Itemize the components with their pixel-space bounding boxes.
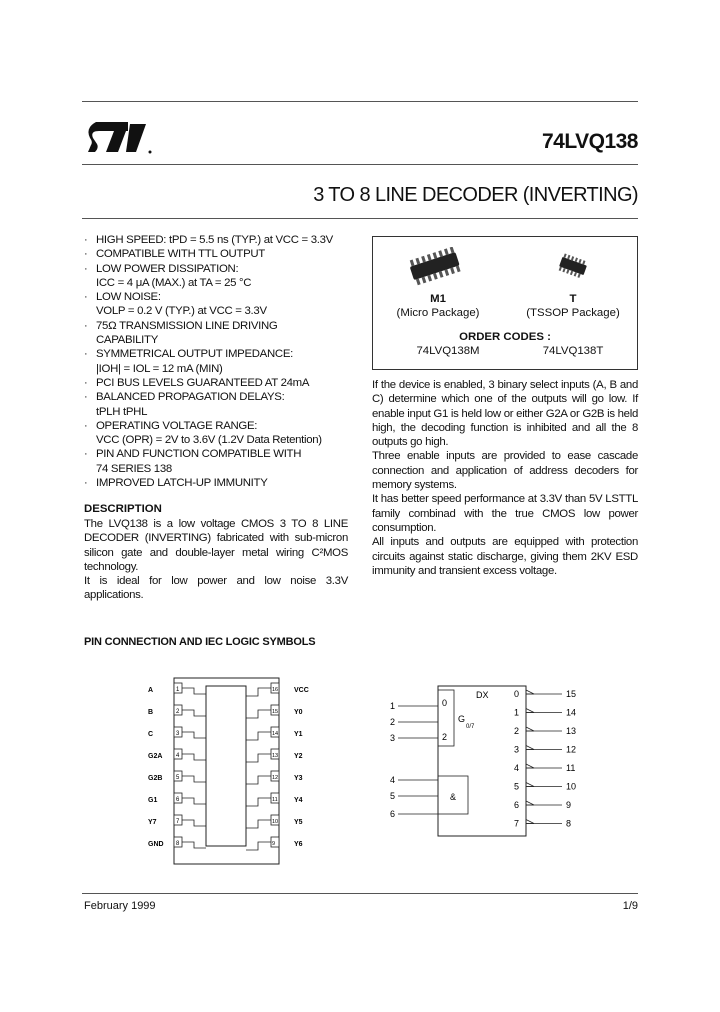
iec-range-label: 0/7: [466, 724, 475, 730]
pin-label-left: A: [148, 687, 154, 694]
pin-number-right: 15: [272, 709, 279, 715]
top-rule: [82, 101, 638, 102]
feature-item: [84, 376, 364, 390]
feature-item: [84, 247, 364, 261]
decoder-chip-body: [206, 686, 246, 846]
pin-label-left: G2B: [148, 775, 163, 782]
feature-item: [84, 390, 364, 419]
feature-text: · 75Ω TRANSMISSION LINE DRIVING: [96, 319, 278, 332]
description-paragraph: Three enable inputs are provided to ease cascade connection and application of address decoders for memory systems.: [372, 450, 638, 492]
pin-wire-right: [246, 732, 271, 740]
pin-label-right: VCC: [294, 687, 309, 694]
iec-output-internal: 7: [514, 818, 520, 829]
iec-select-input-number: 3: [390, 733, 396, 743]
pin-number-left: 1: [176, 687, 180, 693]
iec-enable-input-number: 5: [390, 791, 396, 801]
feature-item: [84, 447, 364, 476]
feature-item: [84, 419, 364, 448]
iec-output-internal: 6: [514, 800, 520, 810]
pin-number-right: 14: [272, 731, 279, 737]
feature-text: · IMPROVED LATCH-UP IMMUNITY: [96, 477, 268, 490]
feature-text: VOLP = 0.2 V (TYP.) at VCC = 3.3V: [96, 305, 267, 318]
feature-item: [84, 233, 364, 247]
pin-label-right: Y4: [294, 797, 303, 804]
t-package-name: (TSSOP Package): [526, 307, 620, 319]
iec-output-internal: 3: [514, 744, 520, 755]
pin-number-left: 4: [176, 753, 180, 759]
feature-item: [84, 476, 364, 490]
iec-select-input-number: 2: [390, 717, 396, 727]
pin-number-right: 12: [272, 775, 279, 781]
pin-number-right: 9: [272, 841, 276, 847]
package-box: [372, 236, 638, 370]
iec-and-label: &: [450, 792, 457, 802]
iec-outer-box: [438, 686, 526, 836]
pin-wire-left: [182, 688, 206, 694]
iec-output-bubble: [526, 746, 534, 750]
feature-text: · PIN AND FUNCTION COMPATIBLE WITH: [96, 448, 302, 461]
iec-output-bubble: [526, 783, 534, 787]
iec-g-label: G: [458, 714, 466, 724]
feature-item: [84, 347, 364, 376]
pin-label-left: C: [148, 731, 154, 738]
iec-output-pin-number: 12: [566, 744, 577, 755]
pin-wire-left: [182, 798, 206, 804]
pin-label-right: Y2: [294, 753, 303, 760]
feature-text: tPLH tPHL: [96, 405, 148, 418]
order-codes-heading: ORDER CODES :: [459, 331, 551, 343]
description-paragraph: If the device is enabled, 3 binary select inputs (A, B and C) determine which one of the outputs will go low. If enable input G1 is held low or either G2A or G2B is held high, the decoding function is inhibited and all the 8 outputs go high.: [372, 379, 638, 449]
description-paragraph: It has better speed performance at 3.3V than 5V LSTTL family combinad with the true CMOS low power consumption.: [372, 493, 638, 534]
iec-output-pin-number: 8: [566, 818, 572, 829]
pin-number-right: 10: [272, 819, 279, 825]
description-paragraph: It is ideal for low power and low noise 3.3V applications.: [84, 575, 348, 602]
feature-item: [84, 319, 364, 348]
feature-text: VCC (OPR) = 2V to 3.6V (1.2V Data Retention): [96, 434, 322, 447]
iec-output-bubble: [526, 801, 534, 805]
st-logo-icon: [88, 116, 160, 158]
description-left: [84, 517, 348, 603]
pin-wire-left: [182, 754, 206, 760]
iec-output-internal: 0: [514, 689, 520, 699]
iec-select-input-number: 1: [390, 701, 396, 711]
feature-text: · SYMMETRICAL OUTPUT IMPEDANCE:: [96, 348, 293, 361]
feature-text: · COMPATIBLE WITH TTL OUTPUT: [96, 248, 265, 261]
pin-wire-right: [246, 776, 271, 784]
iec-output-internal: 2: [514, 726, 520, 736]
pin-label-left: G2A: [148, 753, 163, 760]
iec-logic-symbol: [380, 672, 600, 862]
dip-package-outline: [174, 678, 279, 864]
pin-label-left: B: [148, 709, 154, 716]
feature-text: · LOW POWER DISSIPATION:: [96, 262, 239, 275]
pin-label-left: GND: [148, 841, 164, 848]
pin-number-left: 5: [176, 775, 180, 781]
title-rule: [82, 164, 638, 165]
iec-output-bubble: [526, 727, 534, 731]
pin-connection-diagram: [140, 672, 330, 877]
pin-number-right: 11: [272, 797, 278, 803]
pin-wire-left: [182, 776, 206, 782]
iec-enable-input-number: 6: [390, 809, 396, 819]
so16-package-icon: [405, 247, 465, 287]
pin-wire-left: [182, 732, 206, 738]
pin-label-right: Y3: [294, 775, 303, 782]
tssop-package-icon: [555, 253, 591, 279]
order-code-m: 74LVQ138M: [416, 345, 480, 357]
iec-output-bubble: [526, 690, 534, 694]
pin-wire-left: [182, 842, 206, 848]
pin-label-right: Y1: [294, 731, 303, 738]
feature-text: · OPERATING VOLTAGE RANGE:: [96, 419, 258, 432]
iec-internal-label: 2: [442, 732, 448, 742]
feature-text: |IOH| = IOL = 12 mA (MIN): [96, 362, 223, 375]
iec-output-internal: 4: [514, 763, 520, 773]
feature-text: · HIGH SPEED: tPD = 5.5 ns (TYP.) at VCC = 3.3V: [96, 234, 333, 246]
description-paragraph: The LVQ138 is a low voltage CMOS 3 TO 8 LINE DECODER (INVERTING) fabricated with sub-micron silicon gate and double-layer metal wiring C²MOS technology.: [84, 518, 348, 573]
description-paragraph: All inputs and outputs are equipped with protection circuits against static discharge, giving them 2KV ESD immunity and transient excess voltage.: [372, 536, 638, 577]
pin-wire-right: [246, 754, 271, 762]
pin-wire-right: [246, 688, 271, 696]
iec-output-pin-number: 11: [566, 763, 576, 773]
pin-wire-left: [182, 710, 206, 716]
pin-label-right: Y5: [294, 819, 303, 826]
pin-label-right: Y6: [294, 841, 303, 848]
description-right: [372, 378, 638, 578]
iec-enable-input-number: 4: [390, 775, 396, 785]
m1-package-code: M1: [430, 293, 446, 305]
feature-item: [84, 262, 364, 291]
feature-text: · PCI BUS LEVELS GUARANTEED AT 24mA: [96, 376, 310, 389]
iec-output-bubble: [526, 764, 534, 768]
iec-output-pin-number: 10: [566, 781, 577, 792]
pin-wire-right: [246, 820, 271, 828]
feature-text: 74 SERIES 138: [96, 462, 172, 475]
title-bottom-rule: [82, 218, 638, 219]
pin-section-heading: PIN CONNECTION AND IEC LOGIC SYMBOLS: [84, 636, 316, 648]
pin-number-left: 7: [176, 819, 180, 825]
iec-output-internal: 1: [514, 707, 520, 718]
iec-output-bubble: [526, 709, 534, 713]
iec-internal-label: 0: [442, 698, 448, 708]
pin-number-left: 3: [176, 731, 180, 737]
footer-date: February 1999: [84, 900, 156, 912]
iec-title: DX: [476, 690, 489, 700]
m1-package-name: (Micro Package): [396, 307, 480, 319]
pin-label-right: Y0: [294, 709, 303, 716]
iec-output-bubble: [526, 820, 534, 824]
features-list: [84, 233, 364, 490]
iec-output-pin-number: 14: [566, 707, 577, 718]
description-heading: DESCRIPTION: [84, 503, 162, 515]
feature-text: · BALANCED PROPAGATION DELAYS:: [96, 391, 285, 404]
feature-item: [84, 290, 364, 319]
document-title: 3 TO 8 LINE DECODER (INVERTING): [313, 184, 638, 206]
pin-wire-right: [246, 798, 271, 806]
pin-number-right: 16: [272, 687, 279, 693]
feature-text: · LOW NOISE:: [96, 291, 161, 304]
footer-rule: [82, 893, 638, 894]
iec-output-pin-number: 13: [566, 726, 577, 736]
pin-label-left: G1: [148, 797, 158, 804]
part-number: 74LVQ138: [541, 130, 638, 153]
pin-wire-right: [246, 710, 271, 718]
order-code-t: 74LVQ138T: [542, 345, 604, 357]
t-package-code: T: [569, 293, 577, 305]
pin-number-right: 13: [272, 753, 279, 759]
iec-output-pin-number: 15: [566, 689, 577, 699]
pin-number-left: 8: [176, 841, 180, 847]
iec-output-internal: 5: [514, 781, 520, 792]
page-number: 1/9: [622, 900, 638, 912]
feature-text: CAPABILITY: [96, 334, 158, 347]
pin-wire-left: [182, 820, 206, 826]
iec-output-pin-number: 9: [566, 800, 572, 810]
feature-text: ICC = 4 μA (MAX.) at TA = 25 °C: [96, 276, 252, 289]
pin-number-left: 6: [176, 797, 180, 803]
pin-wire-right: [246, 842, 271, 850]
pin-number-left: 2: [176, 709, 180, 715]
pin-label-left: Y7: [148, 819, 157, 826]
